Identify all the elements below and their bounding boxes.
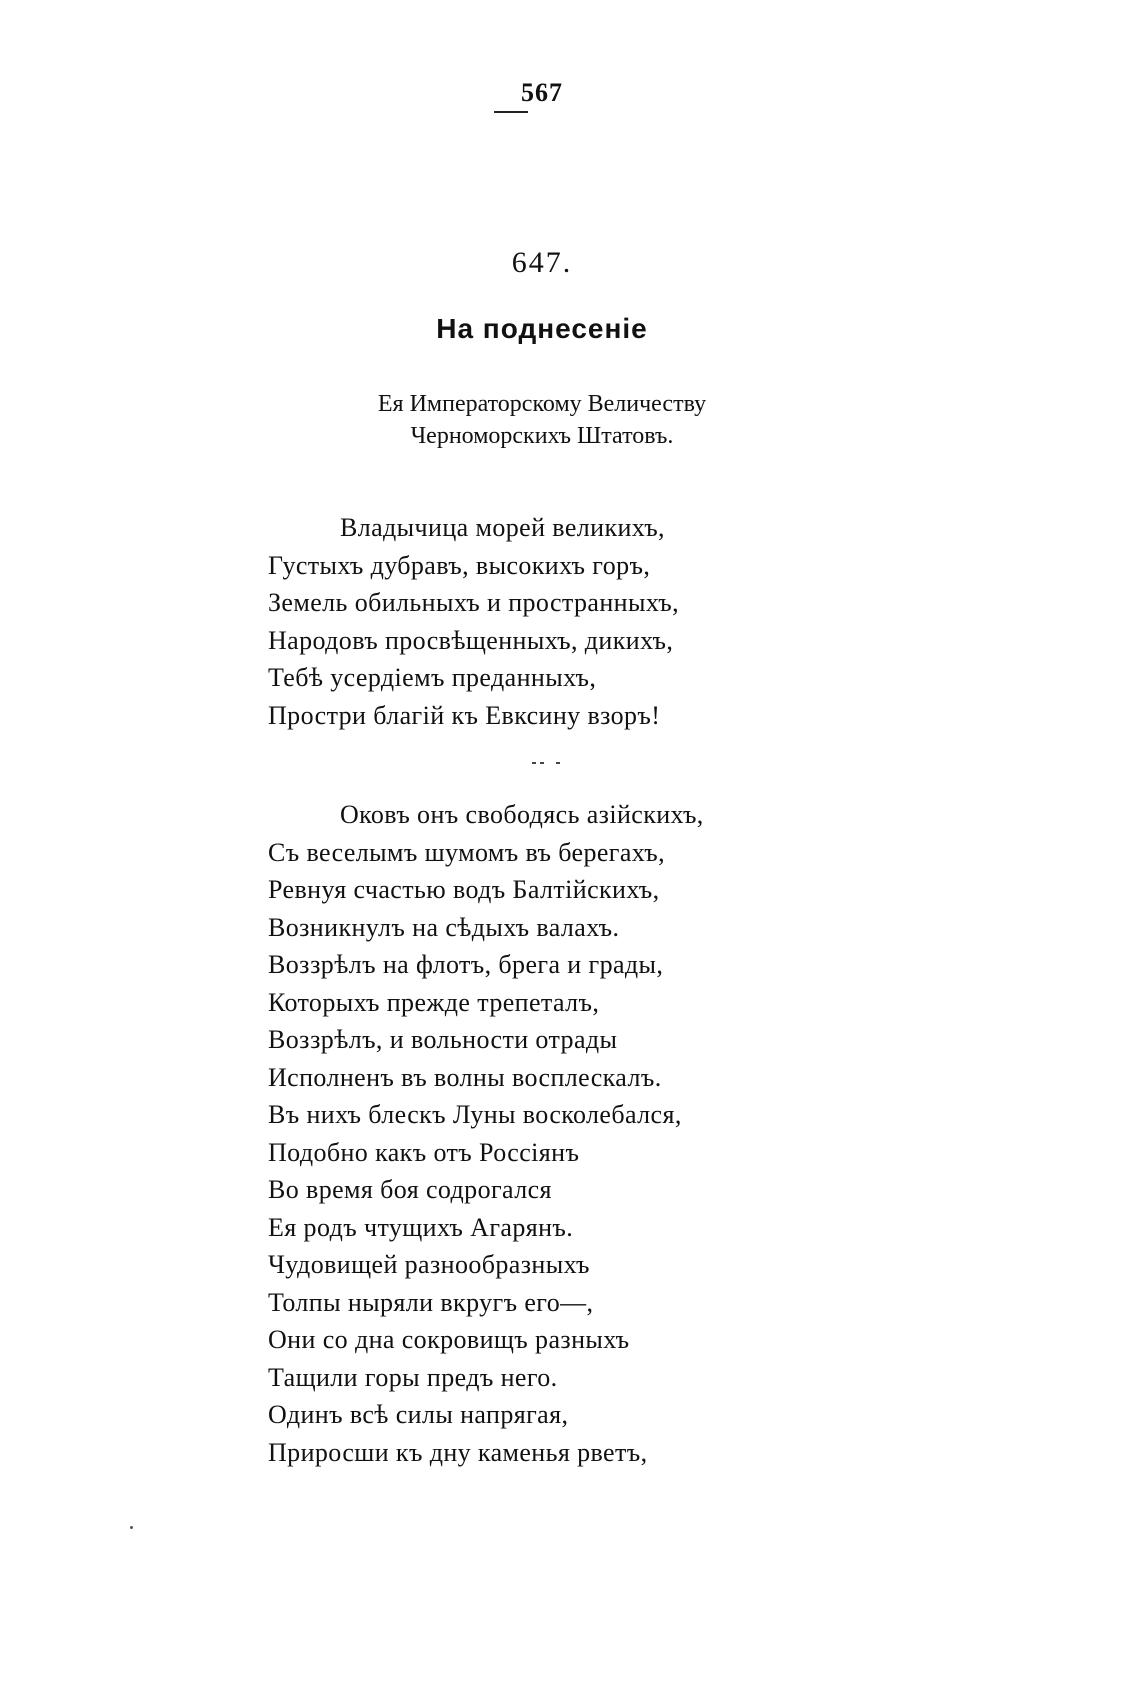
verse-line: Въ нихъ блескъ Луны восколебался, — [268, 1100, 682, 1129]
verse-line: Во время боя содрогался — [268, 1175, 552, 1204]
dedication — [0, 388, 1084, 452]
verse-line: Тебѣ усердіемъ преданныхъ, — [268, 663, 597, 692]
verse-line: Простри благій къ Евксину взоръ! — [268, 700, 661, 730]
verse-line: Народовъ просвѣщенныхъ, дикихъ, — [268, 625, 674, 655]
print-speck — [130, 1526, 133, 1529]
dedication-line: Ея Императорскому Величеству — [377, 391, 707, 417]
stanza-2 — [268, 796, 704, 1471]
stanza-divider — [530, 760, 566, 766]
verse-line: Ревнуя счастью водъ Балтійскихъ, — [268, 875, 660, 904]
verse-line: Исполненъ въ волны восплескалъ. — [268, 1062, 662, 1092]
stanza-1 — [268, 509, 679, 734]
poem-title: На поднесеніе — [436, 313, 648, 344]
verse-line: Съ веселымъ шумомъ въ берегахъ, — [268, 837, 665, 867]
verse-line: Воззрѣлъ на флотъ, брега и грады, — [268, 950, 664, 979]
verse-line: Густыхъ дубравъ, высокихъ горъ, — [268, 550, 651, 580]
verse-line: Которыхъ прежде трепеталъ, — [268, 987, 600, 1017]
verse-line: Приросши къ дну каменья рветъ, — [268, 1437, 648, 1467]
verse-line: Подобно какъ отъ Россіянъ — [268, 1137, 580, 1167]
verse-line: Возникнулъ на сѣдыхъ валахъ. — [268, 912, 620, 942]
page-number: 567 — [521, 78, 563, 107]
verse-line: Толпы ныряли вкругъ его—, — [268, 1287, 594, 1317]
verse-line: Ея родъ чтущихъ Агарянъ. — [268, 1212, 574, 1242]
page-number-underline — [494, 111, 528, 113]
verse-line: Они со дна сокровищъ разныхъ — [268, 1325, 630, 1354]
dedication-line: Черноморскихъ Штатовъ. — [410, 423, 674, 449]
poem-number: 647. — [511, 246, 573, 279]
verse-line: Тащили горы предъ него. — [268, 1362, 558, 1392]
verse-line: Земель обильныхъ и пространныхъ, — [268, 588, 679, 617]
verse-line: Одинъ всѣ силы напрягая, — [268, 1400, 569, 1429]
verse-line: Владычица морей великихъ, — [340, 513, 665, 542]
verse-line: Чудовищей разнообразныхъ — [268, 1250, 590, 1279]
verse-line: Оковъ онъ свободясь азійскихъ, — [340, 800, 704, 829]
verse-line: Воззрѣлъ, и вольности отрады — [268, 1025, 618, 1054]
